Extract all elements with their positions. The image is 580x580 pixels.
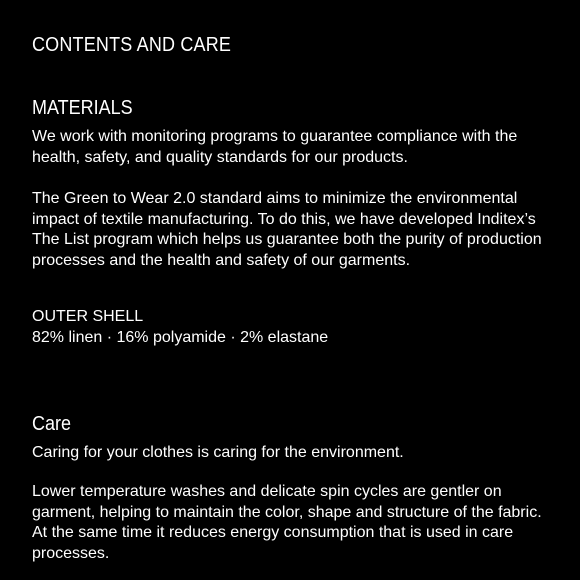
materials-paragraph-monitoring: We work with monitoring programs to guarantee compliance with the health, safety, and quality standards for our products. — [32, 128, 518, 166]
materials-paragraph-green-to-wear: The Green to Wear 2.0 standard aims to minimize the environmental impact of textile manufacturing. To do this, we have developed Inditex’s The List program which helps us guarantee both the purity of production processes and the health and safety of our garments. — [32, 190, 542, 269]
care-paragraph-washing: Lower temperature washes and delicate spin cycles are gentler on garment, helping to maintain the color, shape and structure of the fabric. At the same time it reduces energy consumption that is used in care processes. — [32, 483, 542, 562]
outer-shell-label: OUTER SHELL — [32, 308, 144, 325]
materials-heading: MATERIALS — [32, 97, 133, 119]
care-heading: Care — [32, 413, 72, 435]
care-paragraph-environment: Caring for your clothes is caring for the environment. — [32, 444, 404, 461]
outer-shell-composition: 82% linen · 16% polyamide · 2% elastane — [32, 329, 329, 346]
page-title: CONTENTS AND CARE — [32, 34, 232, 56]
